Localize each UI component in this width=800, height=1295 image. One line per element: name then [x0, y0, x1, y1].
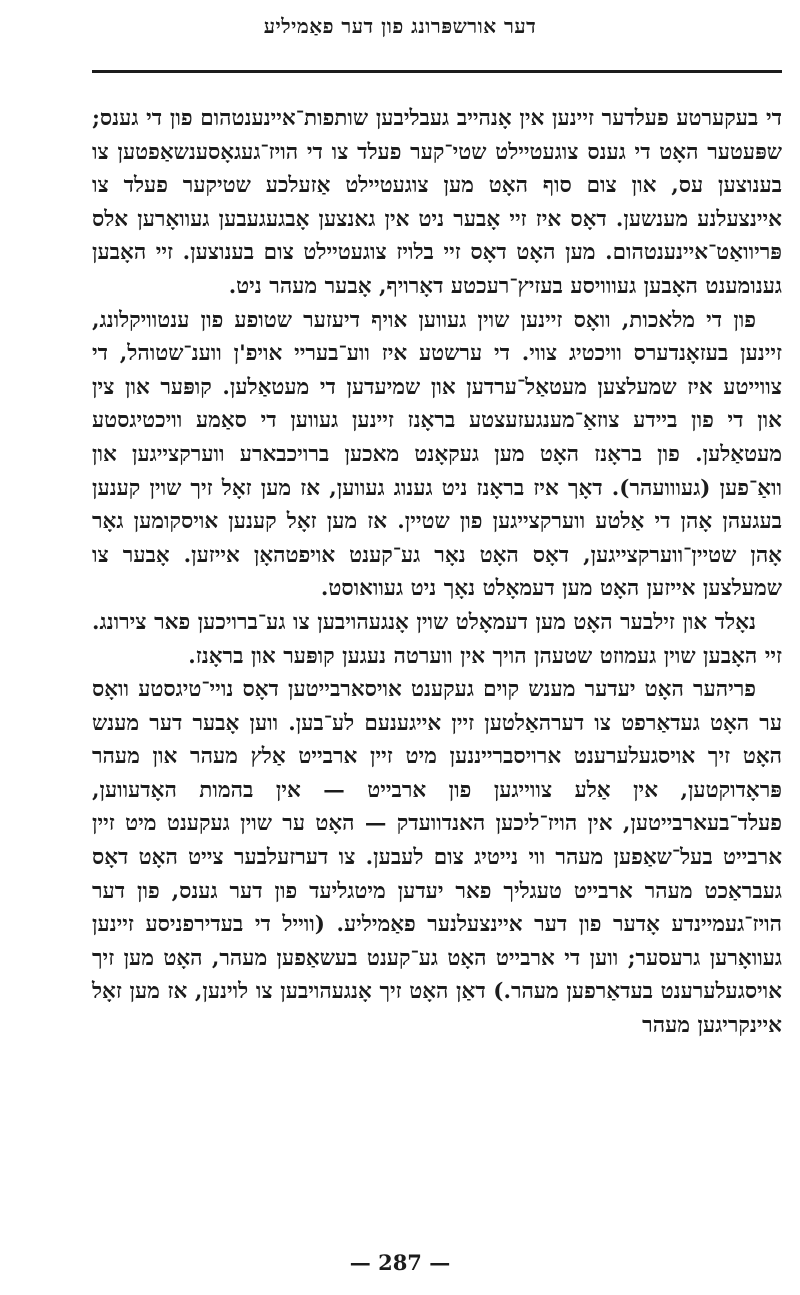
body-text — [92, 102, 782, 1043]
page-number: — 287 — — [349, 1250, 451, 1275]
paragraph: נאָלד און זילבער האָט מען דעמאָלט שוין אָנגעהויבען צו גע־ברויכען פאר צירונג. זיי האָבען שוין געמוזט שטעהן הויך אין ווערטה נעגען קופּער און בראָנז. — [92, 609, 782, 669]
paragraph: פריהער האָט יעדער מענש קוים געקענט אויסארבייטען דאָס נויי־טיגסטע וואָס ער האָט געדאַרפט צו דערהאַלטען זיין אייגענעם לע־בען. ווען אָבער דער מענש האָט זיך אויסגעלערענט ארויסברייננען מיט זיין ארבייט אַלץ מעהר און מעהר פּראָדוקטען, אין אַלע צווייגען פון ארבייט — אין בהמות האָדעווען, פעלד־בעארבייטען, אין הויז־ליכען האנדוועדק — האָט ער שוין געקענט מיט זיין ארבייט בעל־שאַפען מעהר ווי נייטיג צום לעבען. צו דערזעלבער צייט האָט דאָס געבראַכט מעהר ארבייט טעגליך פאר יעדען מיטגליעד פון דער גענס, פון דער הויז־געמיינדע אָדער פון דער איינצעלנער פאַמיליע. (ווייל די בעדירפניסע זיינען געוואָרען גרעסער; ווען די ארבייט האָט גע־קענט בעשאַפען מעהר, האָט מען זיך אויסגעלערענט בעדאַרפען מעהר.) דאַן האָט זיך אָנגעהויבען צו לוינען, אז מען זאָל איינקריגען מעהר — [92, 677, 782, 1039]
paragraph: די בעקערטע פעלדער זיינען אין אָנהייב געבליבען שותפות־איינענטהום פון די גענס; שפּעטער האָט די גענס צוגעטיילט שטי־קער פעלד צו די הויז־געגאָסענשאַפטען צו בענוצען עס, און צום סוף האָט מען צוגעטיילט אַזעלכע שטיקער פעלד צו איינצעלנע מענשען. דאָס איז זיי אָבער ניט אין גאנצען אָבגעגעבען געוואָרען אלס פּריוואַט־איינענטהום. מען האָט דאָס זיי בלויז צוגעטיילט צום בענוצען. זיי האָבען גענומענט האָבען געווויסע בעזיץ־רעכטע דאָרויף, אָבער מעהר ניט. — [92, 106, 782, 299]
header-rule — [92, 70, 782, 73]
paragraph: פון די מלאכות, וואָס זיינען שוין געווען אויף דיעזער שטופע פון ענטוויקלונג, זיינען בעזאָנדערס וויכטיג צווי. די ערשטע איז ווע־בעריי אויפ'ן ווענ־שטוהל, די צווייטע איז שמעלצען מעטאַל־ערדען און שמיעדען די מעטאַלען. קופּער און צין און די פון ביידע צוזאַ־מענגעזעצטע בראָנז זיינען געווען די סאַמע וויכטיגסטע מעטאַלען. פון בראָנז האָט מען געקאָנט מאכען ברויכבארע ווערקצייגען און וואַ־פען (געווועהר). דאָך איז בראָנז ניט גענוג געווען, אז מען זאָל זיך שוין קענען בעגעהן אָהן די אַלטע ווערקצייגען פון שטיין. אז מען זאָל קענען אויסקומען גאָר אָהן שטיין־ווערקצייגען, דאָס האָט נאָר גע־קענט אויפטהאָן אייזען. אָבער צו שמעלצען אייזען האָט מען דעמאָלט נאָך ניט געוואוסט. — [92, 307, 782, 602]
running-head: דער אורשפּרונג פון דער פאַמיליע — [263, 14, 537, 38]
